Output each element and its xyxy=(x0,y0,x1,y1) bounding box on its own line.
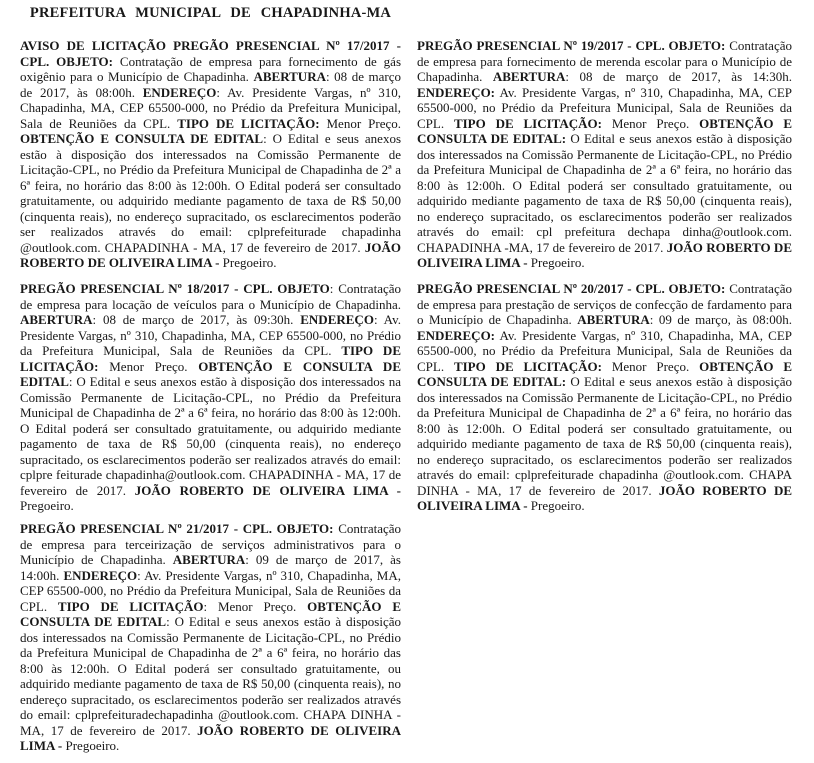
notice-text-run: Menor Preço. xyxy=(602,358,700,374)
notice-pregao-presencial-19-2017 xyxy=(417,38,792,271)
notice-pregao-presencial-18-2017 xyxy=(20,281,401,514)
notice-text-run: Pregoeiro. xyxy=(527,255,585,270)
notice-text-run: Contratação de empresa para fornecimento de merenda escolar para o Município de Chapadinha. xyxy=(417,38,792,84)
notice-text-run: : O Edital e seus anexos estão à disposição dos interessados na Comissão Permanente de Licitação-CPL, no Prédio da Prefeitura Municipal de Chapadinha de 2ª a 6ª feira, no horário das 8:00 às 12:00h. O Edital poderá ser consultado gratuitamente, ou adquirido mediante pagamento de taxa de R$ 50,00 (cinquenta reais), no endereço supracitado, os esclarecimentos poderão ser realizados através do email: cplprefeiturade chapadinha @outlook.com. CHAPADINHA - MA, 17 de fevereiro de 2017. xyxy=(20,131,401,255)
notice-text-run: : Av. Presidente Vargas, nº 310, Chapadinha, MA, CEP 65500-000, no Prédio da Prefeitura Municipal, Sala de Reuniões da CPL. xyxy=(20,84,402,131)
notice-bold-run: TIPO DE LICITAÇÃO: xyxy=(453,358,602,374)
notice-bold-run: OBTENÇÃO E CONSULTA DE EDITAL: xyxy=(417,358,793,389)
notice-bold-run: AVISO DE LICITAÇÃO PREGÃO PRESENCIAL Nº 17/2017 - CPL. OBJETO: xyxy=(20,38,401,69)
notice-text-run: Menor Preço. xyxy=(319,115,401,131)
notice-text-run: : 08 de março de 2017, às 08:00h. xyxy=(20,69,401,100)
notice-bold-run: ABERTURA xyxy=(492,69,566,84)
notice-bold-run: ABERTURA xyxy=(253,69,326,84)
notice-text-run: : Av. Presidente Vargas, nº 310, Chapadinha, MA, CEP 65500-000, no Prédio da Prefeitura Municipal, Sala de Reuniões da CPL. xyxy=(20,567,401,614)
notice-bold-run: PREGÃO PRESENCIAL Nº 21/2017 - CPL. OBJETO: xyxy=(20,521,334,536)
notice-text-run: Pregoeiro. xyxy=(527,498,585,513)
notice-bold-run: JOÃO ROBERTO DE OLIVEIRA LIMA - xyxy=(20,239,401,270)
notice-bold-run: OBTENÇÃO E CONSULTA DE EDITAL: xyxy=(417,115,793,146)
notice-text-run: Pregoeiro. xyxy=(219,255,277,270)
notice-text-run: Pregoeiro. xyxy=(62,738,120,753)
page-title: PREFEITURA MUNICIPAL DE CHAPADINHA-MA xyxy=(29,5,392,21)
notice-pregao-presencial-21-2017 xyxy=(20,521,401,754)
notice-bold-run: TIPO DE LICITAÇÃO: xyxy=(20,343,401,374)
notice-text-run: O Edital e seus anexos estão à disposição dos interessados na Comissão Permanente de Licitação-CPL, no Prédio da Prefeitura Municipal de Chapadinha de 2ª a 6ª feira, no horário das 8:00 às 12:00h. O Edital poderá ser consultado gratuitamente, ou adquirido mediante pagamento de taxa de R$ 50,00 (cinquenta reais), no endereço supracitado, os esclarecimentos poderão ser realizados através do email: cpl prefeitura dechapa dinha@outlook.com. CHAPADINHA -MA, 17 de fevereiro de 2017. xyxy=(417,131,792,255)
notice-text-run: Contratação de empresa para fornecimento de gás oxigênio para o Município de Chapadinha. xyxy=(20,53,401,84)
notice-bold-run: ENDEREÇO: xyxy=(417,84,496,100)
notice-text-run: : 08 de março de 2017, às 09:30h. xyxy=(92,312,301,327)
notice-text-run: : O Edital e seus anexos estão à disposição dos interessados na Comissão Permanente de Licitação-CPL, no Prédio da Prefeitura Municipal de Chapadinha de 2ª a 6ª feira, no horário das 8:00 às 12:00h. O Edital poderá ser consultado gratuitamente, ou adquirido mediante pagamento de taxa de R$ 50,00 (cinquenta reais), no endereço supracitado, os esclarecimentos poderão ser realizados através do email: cplprefeituradechapadinha @outlook.com. CHAPA DINHA - MA, 17 de fevereiro de 2017. xyxy=(20,614,401,738)
notice-text-run: Av. Presidente Vargas, nº 310, Chapadinha, MA, CEP 65500-000, no Prédio da Prefeitura Municipal, Sala de Reuniões da CPL. xyxy=(417,327,792,374)
notice-bold-run: ABERTURA xyxy=(172,552,246,567)
notice-bold-run: TIPO DE LICITAÇÃO xyxy=(57,598,204,614)
notice-bold-run: TIPO DE LICITAÇÃO: xyxy=(177,115,320,131)
notice-bold-run: JOÃO ROBERTO DE OLIVEIRA LIMA - xyxy=(20,722,401,753)
notice-text-run: Contratação de empresa para terceirização de serviços administrativos para o Município de Chapadinha. xyxy=(20,521,402,567)
notice-text-run: Contratação de empresa para prestação de serviços de confecção de fardamento para o Município de Chapadinha. xyxy=(417,281,792,327)
notice-text-run: : 09 de março, às 08:00h. xyxy=(649,312,793,327)
notice-bold-run: ENDEREÇO xyxy=(142,84,217,100)
notice-text-run: : O Edital e seus anexos estão à disposição dos interessados na Comissão Permanente de Licitação-CPL, no Prédio da Prefeitura Municipal de Chapadinha de 2ª a 6ª feira, no horário das 8:00 às 12:00h. O Edital poderá ser consultado gratuitamente, ou adquirido mediante pagamento de taxa de R$ 50,00 (cinquenta reais), no endereço supracitado, os esclarecimentos poderão ser realizados através do email: cplpre feiturade chapadinha@outlook.com. CHAPADINHA - MA, 17 de fevereiro de 2017. xyxy=(20,374,401,498)
notice-bold-run: OBTENÇÃO E CONSULTA DE EDITAL xyxy=(20,131,264,146)
notice-bold-run: PREGÃO PRESENCIAL Nº 18/2017 - CPL. OBJETO xyxy=(20,281,330,296)
notice-bold-run: JOÃO ROBERTO DE OLIVEIRA LIMA - xyxy=(134,482,401,498)
notice-text-run: : Contratação de empresa para locação de veículos para o Município de Chapadinha. xyxy=(20,281,402,312)
notice-text-run: Menor Preço. xyxy=(98,358,199,374)
notice-text-run: : 08 de março de 2017, às 14:30h. xyxy=(565,69,793,84)
notice-bold-run: ABERTURA xyxy=(20,312,93,327)
notice-text-run: : Menor Preço. xyxy=(203,598,308,614)
notice-bold-run: ENDEREÇO xyxy=(63,567,138,583)
notice-text-run: : Av. Presidente Vargas, nº 310, Chapadinha, MA, CEP 65500-000, no Prédio da Prefeitura Municipal, Sala de Reuniões da CPL. xyxy=(20,312,401,358)
notice-bold-run: OBTENÇÃO E CONSULTA DE EDITAL xyxy=(20,598,401,629)
notice-text-run: Av. Presidente Vargas, nº 310, Chapadinha, MA, CEP 65500-000, no Prédio da Prefeitura Municipal, Sala de Reuniões da CPL. xyxy=(417,84,792,131)
notice-pregao-presencial-17-2017 xyxy=(20,38,401,271)
notice-text-run: Menor Preço. xyxy=(602,115,700,131)
notice-bold-run: PREGÃO PRESENCIAL Nº 19/2017 - CPL. OBJETO: xyxy=(417,38,726,53)
notice-bold-run: JOÃO ROBERTO DE OLIVEIRA LIMA - xyxy=(417,482,793,513)
notice-bold-run: ENDEREÇO xyxy=(300,312,374,327)
notice-text-run: : 09 de março de 2017, às 14:00h. xyxy=(20,552,401,583)
notice-bold-run: JOÃO ROBERTO DE OLIVEIRA LIMA - xyxy=(417,239,792,270)
notice-text-run: Pregoeiro. xyxy=(20,498,74,513)
notice-bold-run: TIPO DE LICITAÇÃO: xyxy=(453,115,602,131)
notice-bold-run: ENDEREÇO: xyxy=(417,327,496,343)
notice-bold-run: OBTENÇÃO E CONSULTA DE EDITAL xyxy=(20,358,401,389)
notice-text-run: O Edital e seus anexos estão à disposição dos interessados na Comissão Permanente de Licitação-CPL, no Prédio da Prefeitura Municipal de Chapadinha de 2ª a 6ª feira, no horário das 8:00 às 12:00h. O Edital poderá ser consultado gratuitamente, ou adquirido mediante pagamento de taxa de R$ 50,00 (cinquenta reais), no endereço supracitado, os esclarecimentos poderão ser realizados através do email: cplprefeiturade chapadinha @outlook.com. CHAPA DINHA - MA, 17 de fevereiro de 2017. xyxy=(417,374,792,498)
notice-pregao-presencial-20-2017 xyxy=(417,281,792,514)
notice-bold-run: PREGÃO PRESENCIAL Nº 20/2017 - CPL. OBJETO: xyxy=(417,281,726,296)
notice-bold-run: ABERTURA xyxy=(577,312,650,327)
